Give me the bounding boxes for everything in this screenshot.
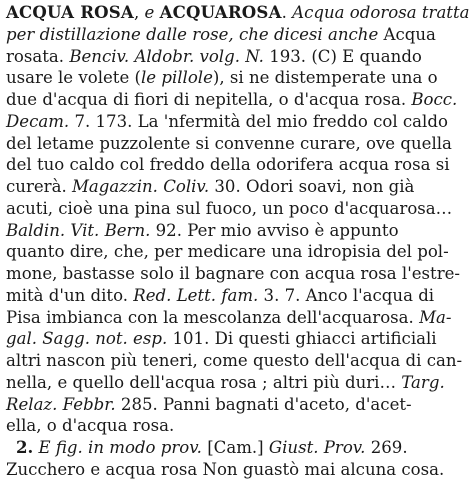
entry-line-3 <box>6 46 471 68</box>
entry-text: 92. Per mio avviso è appunto <box>150 220 399 240</box>
entry-line-2 <box>6 24 471 46</box>
entry-line-21 <box>6 437 471 459</box>
entry-text: 30. Odori soavi, non già <box>209 177 415 196</box>
source-citation: Ma- <box>419 307 452 327</box>
entry-text: acuti, cioè una pina sul fuoco, un poco d'acquarosa… <box>6 198 453 218</box>
entry-line-16 <box>6 328 471 350</box>
entry-text: rosata. <box>6 46 70 66</box>
entry-text: del letame puzzolente si convenne curare, ove quella <box>6 133 452 153</box>
headword-separator: , <box>133 3 145 22</box>
entry-text: nella, e quello dell'acqua rosa ; altri più duri… <box>6 372 402 392</box>
source-citation: Decam. <box>6 111 70 131</box>
source-citation: Red. Lett. fam. <box>133 285 259 305</box>
source-citation: Baldin. Vit. Bern. <box>6 220 151 240</box>
entry-text: 7. 173. La 'nfermità del mio freddo col caldo <box>69 111 448 131</box>
entry-line-15 <box>6 307 471 329</box>
entry-text: mità d'un dito. <box>6 285 134 305</box>
entry-line-9 <box>6 176 471 198</box>
entry-line-7 <box>6 133 471 155</box>
entry-text: mone, bastasse solo il bagnare con acqua rosa l'estre- <box>6 264 461 283</box>
entry-text: due d'acqua di fiori di nepitella, o d'acqua rosa. <box>6 90 412 109</box>
entry-line-22 <box>6 459 471 481</box>
entry-line-13 <box>6 263 471 285</box>
entry-text: del tuo caldo col freddo della odorifera acqua rosa si <box>6 155 450 175</box>
entry-text: 193. (C) E quando <box>263 46 422 66</box>
dictionary-entry <box>6 2 472 481</box>
source-citation: Relaz. Febbr. <box>6 394 116 414</box>
variant-separator: . <box>281 3 293 22</box>
source-citation: Benciv. Aldobr. volg. N. <box>69 46 264 66</box>
entry-text: quanto dire, che, per medicare una idropisia del pol- <box>6 242 449 262</box>
variant-headword: ACQUAROSA <box>159 2 282 22</box>
variant-prefix: e <box>144 3 160 22</box>
entry-line-12 <box>6 241 471 263</box>
entry-text: ella, o d'acqua rosa. <box>6 416 175 436</box>
source-citation: Magazzin. Coliv. <box>71 177 210 196</box>
entry-text: 3. 7. Anco l'acqua di <box>258 285 435 305</box>
entry-line-11 <box>6 220 471 242</box>
definition-text: Acqua odorosa tratta <box>292 3 470 22</box>
definition-text: per distillazione dalle rose, che dicesi anche <box>6 24 379 44</box>
headword: ACQUA ROSA <box>6 2 134 22</box>
entry-line-1 <box>6 2 471 24</box>
entry-line-19 <box>6 394 471 416</box>
entry-text: [Cam.] <box>201 438 269 457</box>
entry-line-17 <box>6 350 471 372</box>
entry-text: curerà. <box>6 177 72 196</box>
source-citation: gal. Sagg. not. esp. <box>6 329 168 349</box>
entry-line-20 <box>6 415 471 437</box>
gloss-text: le pillole <box>140 68 213 88</box>
entry-text: Pisa imbianca con la mescolanza dell'acquarosa. <box>6 307 420 327</box>
entry-text: 101. Di questi ghiacci artificiali <box>167 329 437 349</box>
entry-line-18 <box>6 372 471 394</box>
entry-text: Zucchero e acqua rosa Non guastò mai alcuna cosa. <box>6 459 445 479</box>
sense-number: 2. <box>15 437 34 457</box>
entry-text: 285. Panni bagnati d'aceto, d'acet- <box>115 394 412 414</box>
entry-line-4 <box>6 67 471 89</box>
entry-line-14 <box>6 285 471 307</box>
entry-text: ), si ne distemperate una o <box>212 68 438 88</box>
entry-text: Acqua <box>378 24 436 44</box>
entry-text: 269. <box>365 438 408 457</box>
entry-line-5 <box>6 89 471 111</box>
sense-label: E fig. in modo prov. <box>33 438 202 457</box>
source-citation: Targ. <box>401 372 445 392</box>
entry-line-10 <box>6 198 471 220</box>
entry-line-6 <box>6 111 471 133</box>
entry-text: altri nascon più teneri, come questo dell'acqua di can- <box>6 351 463 370</box>
source-citation: Bocc. <box>411 90 458 109</box>
entry-text: usare le volete ( <box>6 68 141 88</box>
source-citation: Giust. Prov. <box>268 438 366 457</box>
entry-line-8 <box>6 154 471 176</box>
